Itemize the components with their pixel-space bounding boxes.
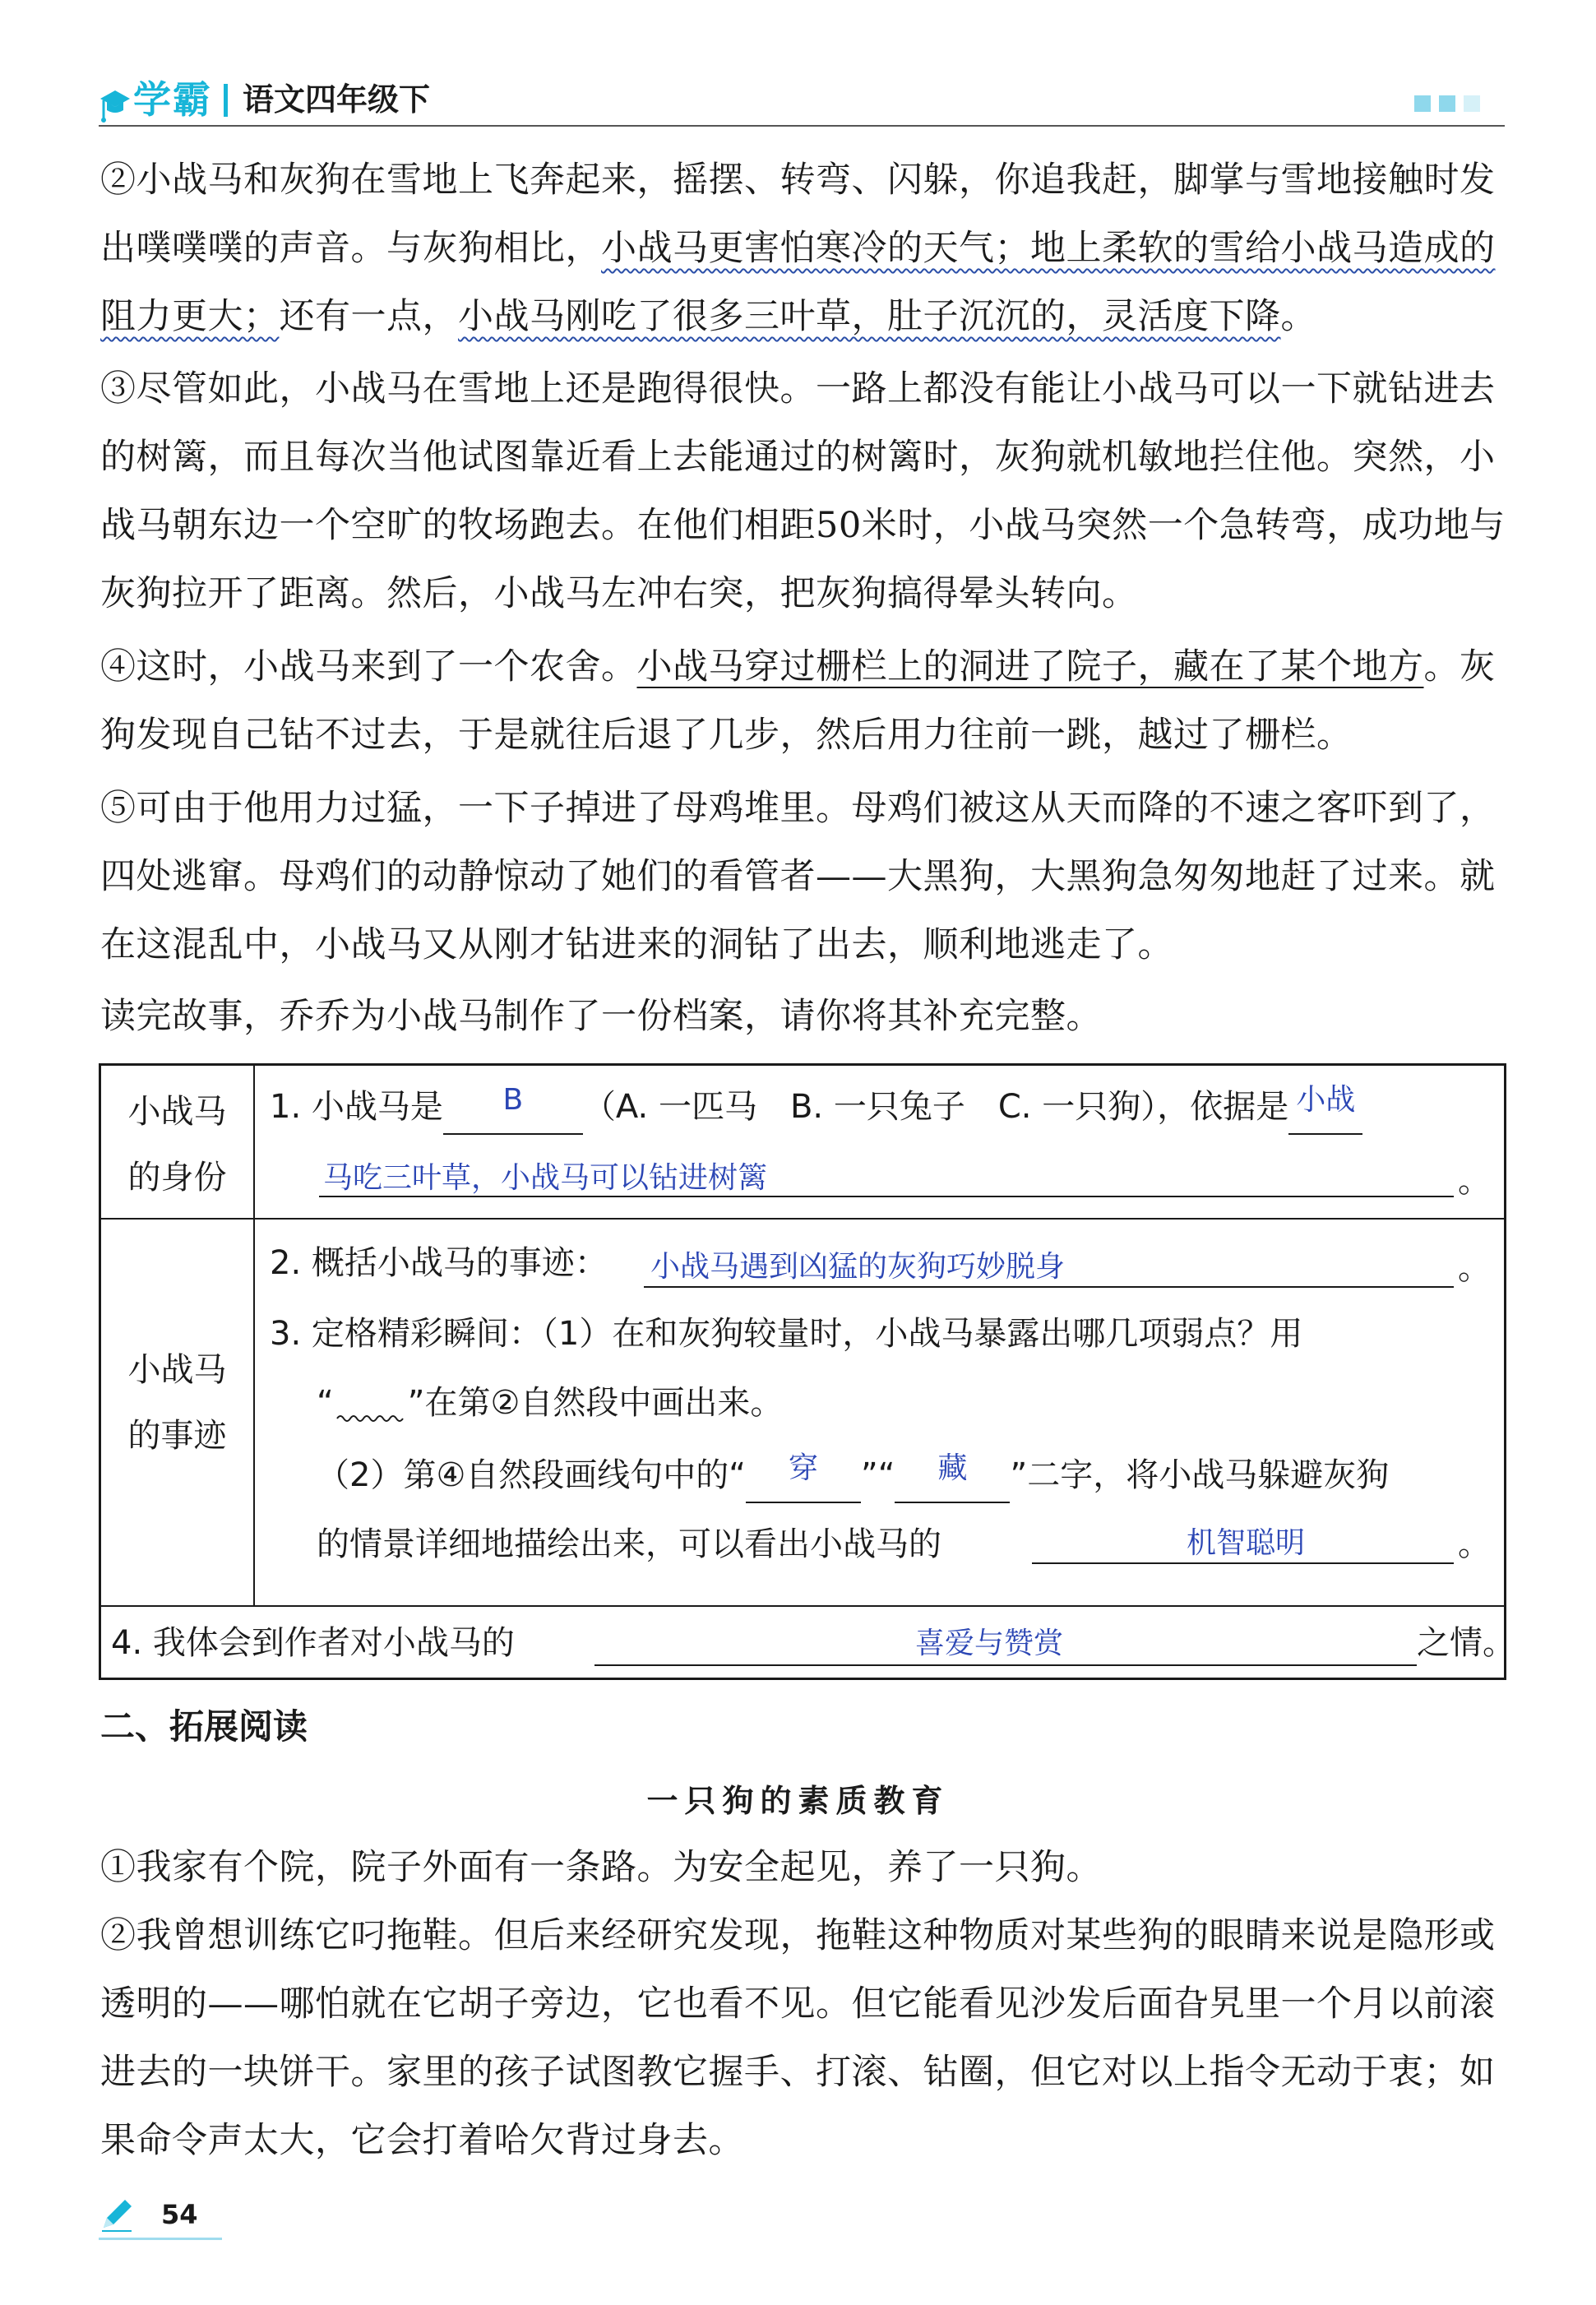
q3-2-blank-2[interactable] bbox=[895, 1451, 1010, 1503]
q3-2-answer-2: 藏 bbox=[937, 1451, 968, 1485]
q1-answer-blank[interactable] bbox=[443, 1082, 583, 1135]
section-2-title: 二、拓展阅读 bbox=[100, 1706, 308, 1747]
profile-table bbox=[99, 1063, 1515, 1680]
p4-text-b: 。灰狗发现自己钻不过去，于是就往后退了几步，然后用力往前一跳，越过了栅栏。 bbox=[100, 646, 1496, 756]
q4-answer-blank[interactable] bbox=[594, 1664, 1417, 1666]
question-3-2-line2: 的情景详细地描绘出来，可以看出小战马的 bbox=[317, 1525, 941, 1563]
q3-2-answer-1: 穿 bbox=[789, 1451, 819, 1485]
q1-basis-answer-2: 马吃三叶草，小战马可以钻进树篱 bbox=[323, 1161, 768, 1195]
page-number: 54 bbox=[161, 2199, 198, 2230]
q1-prefix: 1. 小战马是 bbox=[270, 1088, 443, 1126]
question-1 bbox=[270, 1082, 1362, 1135]
table-column-divider bbox=[253, 1066, 255, 1605]
story-title: 一只狗的素质教育 bbox=[646, 1783, 950, 1819]
row2-label-line2: 的事迹 bbox=[127, 1417, 227, 1455]
q3-2-period: 。 bbox=[1458, 1525, 1491, 1563]
q1-basis-answer-1: 小战 bbox=[1296, 1083, 1356, 1117]
question-4: 4. 我体会到作者对小战马的 bbox=[111, 1624, 515, 1662]
header-block bbox=[1464, 95, 1480, 112]
table-row-divider bbox=[101, 1218, 1504, 1220]
row2-label-line1: 小战马 bbox=[127, 1351, 227, 1389]
q1-basis-blank-2[interactable] bbox=[319, 1196, 1454, 1197]
q3-quote-close: ”在第②自然段中画出来。 bbox=[407, 1384, 784, 1422]
brand-logo bbox=[99, 66, 430, 123]
p2-text-b: 还有一点， bbox=[279, 296, 458, 337]
q3-quote-open: “ bbox=[317, 1384, 334, 1422]
page-footer bbox=[99, 2192, 247, 2241]
story-paragraph-2: ②我曾想训练它叼拖鞋。但后来经研究发现，拖鞋这种物质对某些狗的眼睛来说是隐形或透明的——哪怕就在它胡子旁边，它也看不见。但它能看见沙发后面旮旯里一个月以前滚进去的一块饼干。家里的孩子试图教它握手、打滚、钻圈，但它对以上指令无动于衷；如果命令声太大，它会打着哈欠背过身去。 bbox=[100, 1915, 1496, 2161]
header-decoration bbox=[1414, 95, 1480, 112]
row-label-deeds bbox=[101, 1337, 253, 1469]
q2-period: 。 bbox=[1458, 1249, 1491, 1287]
question-3-line2 bbox=[317, 1378, 783, 1428]
page-header bbox=[99, 59, 1505, 127]
q3-2-prefix: （2）第④自然段画线句中的“ bbox=[317, 1456, 747, 1494]
footer-rule bbox=[99, 2238, 222, 2240]
q1-answer: B bbox=[502, 1083, 524, 1117]
q2-prefix: 2. 概括小战马的事迹： bbox=[270, 1244, 608, 1282]
q2-answer: 小战马遇到凶猛的灰狗巧妙脱身 bbox=[650, 1250, 1066, 1284]
row-label-identity bbox=[101, 1079, 253, 1210]
paragraph-4 bbox=[100, 633, 1508, 770]
question-3-2-line1 bbox=[317, 1451, 1389, 1503]
pencil-icon bbox=[99, 2196, 135, 2233]
p4-text-a: ④这时，小战马来到了一个农舍。 bbox=[100, 646, 637, 687]
header-block bbox=[1414, 95, 1431, 112]
book-title: 语文四年级下 bbox=[243, 81, 431, 118]
row1-label-line1: 小战马 bbox=[127, 1093, 227, 1131]
q3-2-answer-3: 机智聪明 bbox=[1187, 1526, 1306, 1560]
q3-2-blank-1[interactable] bbox=[746, 1451, 861, 1503]
logo-divider bbox=[224, 84, 228, 117]
question-2 bbox=[270, 1238, 608, 1288]
logo-text: 学霸 bbox=[133, 77, 212, 122]
graduation-cap-icon bbox=[99, 86, 132, 123]
header-block bbox=[1439, 95, 1455, 112]
q2-answer-blank[interactable] bbox=[644, 1286, 1454, 1288]
q3-2-suffix: ”二字，将小战马躲避灰狗 bbox=[1010, 1456, 1390, 1494]
q4-suffix: 之情。 bbox=[1417, 1624, 1515, 1662]
instruction-text: 读完故事，乔乔为小战马制作了一份档案，请你将其补充完整。 bbox=[100, 996, 1102, 1037]
paragraph-5: ⑤可由于他用力过猛，一下子掉进了母鸡堆里。母鸡们被这从天而降的不速之客吓到了，四处逃窜。母鸡们的动静惊动了她们的看管者——大黑狗，大黑狗急匆匆地赶了过来。就在这混乱中，小战马又从刚才钻进来的洞钻了出去，顺利地逃走了。 bbox=[100, 788, 1496, 965]
p2-text-a: ②小战马和灰狗在雪地上飞奔起来，摇摆、转弯、闪躲，你追我赶，脚掌与雪地接触时发出噗噗噗的声音。与灰狗相比， bbox=[100, 160, 1496, 269]
q4-answer: 喜爱与赞赏 bbox=[915, 1627, 1064, 1660]
row1-label-line2: 的身份 bbox=[127, 1159, 227, 1196]
paragraph-3: ③尽管如此，小战马在雪地上还是跑得很快。一路上都没有能让小战马可以一下就钻进去的树篱，而且每次当他试图靠近看上去能通过的树篱时，灰狗就机敏地拦住他。突然，小战马朝东边一个空旷的牧场跑去。在他们相距50米时，小战马突然一个急转弯，成功地与灰狗拉开了距离。然后，小战马左冲右突，把灰狗搞得晕头转向。 bbox=[100, 368, 1506, 614]
table-row-divider bbox=[101, 1605, 1504, 1607]
q1-basis-blank-1[interactable] bbox=[1288, 1082, 1362, 1135]
paragraph-2 bbox=[100, 146, 1508, 351]
p2-wavy-underline-1: 小战马更害怕寒冷的天气；地上柔软的雪给小战马造成的阻力更大； bbox=[100, 228, 1496, 337]
q1-period: 。 bbox=[1458, 1162, 1491, 1200]
story-paragraph-1: ①我家有个院，院子外面有一条路。为安全起见，养了一只狗。 bbox=[100, 1847, 1102, 1888]
p2-wavy-underline-2: 小战马刚吃了很多三叶草，肚子沉沉的，灵活度下降 bbox=[458, 296, 1281, 337]
question-3-line1: 3. 定格精彩瞬间：（1）在和灰狗较量时，小战马暴露出哪几项弱点？用 bbox=[270, 1315, 1303, 1353]
q1-options: （A. 一匹马 B. 一只兔子 C. 一只狗），依据是 bbox=[582, 1088, 1289, 1126]
p4-underlined-sentence: 小战马穿过栅栏上的洞进了院子，藏在了某个地方 bbox=[636, 646, 1424, 687]
q3-2-blank-3[interactable] bbox=[1032, 1562, 1454, 1564]
p2-text-c: 。 bbox=[1280, 296, 1316, 337]
header-rule bbox=[99, 125, 1505, 127]
q3-2-mid: ”“ bbox=[861, 1456, 895, 1494]
